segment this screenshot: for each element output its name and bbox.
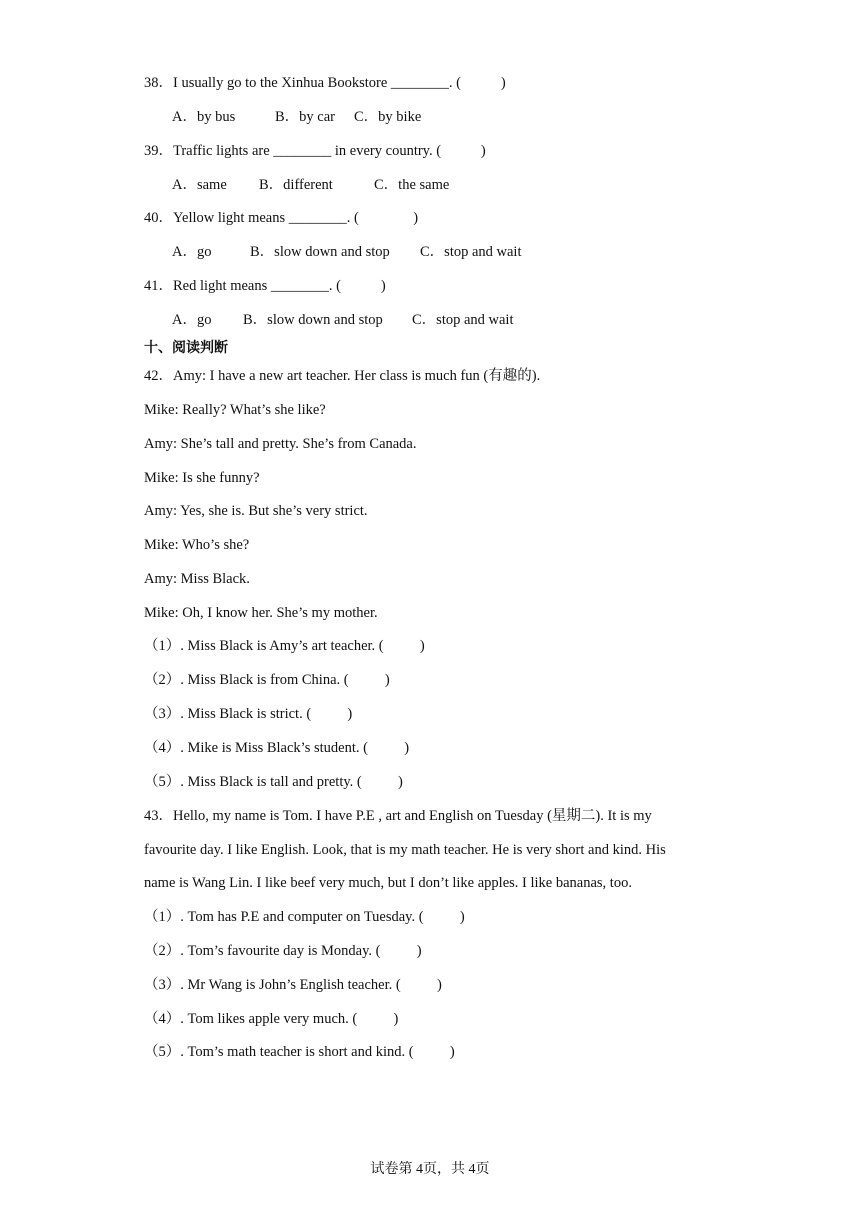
dialogue-line: Mike: Oh, I know her. She’s my mother. bbox=[144, 605, 378, 621]
dialogue-line: Mike: Who’s she? bbox=[144, 537, 250, 553]
dialogue-line: 42．Amy: I have a new art teacher. Her class is much fun (有趣的). bbox=[144, 368, 541, 384]
question-38-option-b: B．by car bbox=[275, 109, 335, 125]
question-41-option-b: B．slow down and stop bbox=[243, 312, 383, 328]
judgement-item: （5）. Miss Black is tall and pretty. ( ) bbox=[144, 774, 403, 790]
question-41-stem: 41．Red light means ________. ( ) bbox=[144, 278, 386, 294]
question-40-option-c: C．stop and wait bbox=[420, 244, 522, 260]
question-41-option-c: C．stop and wait bbox=[412, 312, 514, 328]
judgement-item: （2）. Tom’s favourite day is Monday. ( ) bbox=[144, 943, 422, 959]
passage-line: favourite day. I like English. Look, that is my math teacher. He is very short and kind. His bbox=[144, 842, 666, 858]
dialogue-line: Mike: Really? What’s she like? bbox=[144, 402, 326, 418]
question-39-option-c: C．the same bbox=[374, 177, 450, 193]
judgement-item: （4）. Tom likes apple very much. ( ) bbox=[144, 1011, 399, 1027]
judgement-item: （1）. Miss Black is Amy’s art teacher. ( ) bbox=[144, 638, 425, 654]
question-40-option-a: A．go bbox=[172, 244, 212, 260]
page-number-footer: 试卷第 4页，共 4页 bbox=[370, 1162, 490, 1177]
judgement-item: （1）. Tom has P.E and computer on Tuesday. ( ) bbox=[144, 909, 465, 925]
judgement-item: （2）. Miss Black is from China. ( ) bbox=[144, 672, 390, 688]
judgement-item: （4）. Mike is Miss Black’s student. ( ) bbox=[144, 740, 410, 756]
dialogue-line: Amy: Yes, she is. But she’s very strict. bbox=[144, 503, 368, 519]
judgement-item: （3）. Mr Wang is John’s English teacher. ( ) bbox=[144, 977, 442, 993]
dialogue-line: Amy: She’s tall and pretty. She’s from Canada. bbox=[144, 436, 417, 452]
question-40-stem: 40．Yellow light means ________. ( ) bbox=[144, 210, 419, 226]
question-41-option-a: A．go bbox=[172, 312, 212, 328]
question-38-stem: 38．I usually go to the Xinhua Bookstore ________. ( ) bbox=[144, 75, 506, 91]
question-38-option-c: C．by bike bbox=[354, 109, 422, 125]
question-40-option-b: B．slow down and stop bbox=[250, 244, 390, 260]
passage-line: 43．Hello, my name is Tom. I have P.E , art and English on Tuesday (星期二). It is my bbox=[144, 808, 652, 824]
question-39-option-a: A．same bbox=[172, 177, 227, 193]
dialogue-line: Mike: Is she funny? bbox=[144, 470, 260, 486]
judgement-item: （5）. Tom’s math teacher is short and kind. ( ) bbox=[144, 1044, 455, 1060]
section-heading: 十、阅读判断 bbox=[144, 340, 228, 356]
passage-line: name is Wang Lin. I like beef very much, but I don’t like apples. I like bananas, too. bbox=[144, 875, 632, 891]
dialogue-line: Amy: Miss Black. bbox=[144, 571, 250, 587]
question-39-stem: 39．Traffic lights are ________ in every country. ( ) bbox=[144, 143, 486, 159]
judgement-item: （3）. Miss Black is strict. ( ) bbox=[144, 706, 353, 722]
question-39-option-b: B．different bbox=[259, 177, 333, 193]
question-38-option-a: A．by bus bbox=[172, 109, 236, 125]
